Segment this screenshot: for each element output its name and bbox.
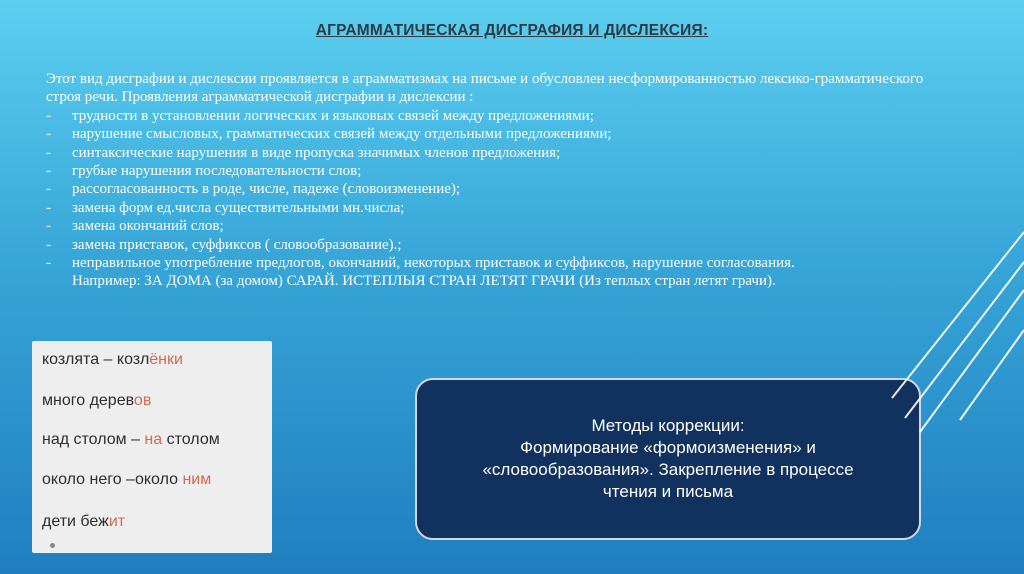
methods-heading: Методы коррекции: (591, 416, 745, 435)
list-item: - грубые нарушения последовательности слов; (46, 163, 362, 180)
list-item: - замена окончаний слов; (46, 218, 224, 235)
bullet-dot (50, 543, 55, 548)
example-item: дети бежит (42, 513, 126, 530)
list-item: - замена приставок, суффиксов ( словообразование).; (46, 236, 402, 253)
example-item: над столом – на столом (42, 431, 220, 448)
body-text (46, 70, 946, 291)
list-item: - нарушение смысловых, грамматических связей между отдельными предложениями; (46, 126, 612, 143)
example-item: козлята – козлёнки (42, 351, 183, 368)
examples-image (32, 341, 272, 553)
list-item: - замена форм ед.числа существительными мн.числа; (46, 199, 405, 216)
slide-title: АГРАММАТИЧЕСКАЯ ДИСГРАФИЯ И ДИСЛЕКСИЯ: (315, 22, 709, 39)
example-item: около него –около ним (42, 471, 212, 488)
methods-box (415, 378, 921, 540)
example-item: много деревов (42, 392, 152, 409)
list-item: - рассогласованность в роде, числе, падеже (словоизменение); (46, 181, 461, 198)
symptom-list (46, 107, 946, 291)
list-item: - трудности в установлении логических и языковых связей между предложениями; (46, 107, 594, 124)
list-item: - неправильное употребление предлогов, окончаний, некоторых приставок и суффиксов, нарушение согласования. Например: ЗА ДОМА (за домом) САРАЙ. ИСТЕПЛЫЯ СТРАН ЛЕТЯТ ГРАЧИ (Из теплых стран летят грачи). (46, 254, 946, 291)
intro-paragraph: Этот вид дисграфии и дислексии проявляется в аграмматизмах на письме и обусловлен несформированностью лексико-грамматического строя речи. Проявления аграмматической дисграфии и дислексии : (46, 71, 924, 106)
list-item: - синтаксические нарушения в виде пропуска значимых членов предложения; (46, 144, 561, 161)
example-line: Например: ЗА ДОМА (за домом) САРАЙ. ИСТЕПЛЫЯ СТРАН ЛЕТЯТ ГРАЧИ (Из теплых стран летят грачи). (72, 273, 776, 290)
methods-text: Формирование «формоизменения» и «словообразования». Закрепление в процессе чтения и письма (482, 438, 854, 501)
